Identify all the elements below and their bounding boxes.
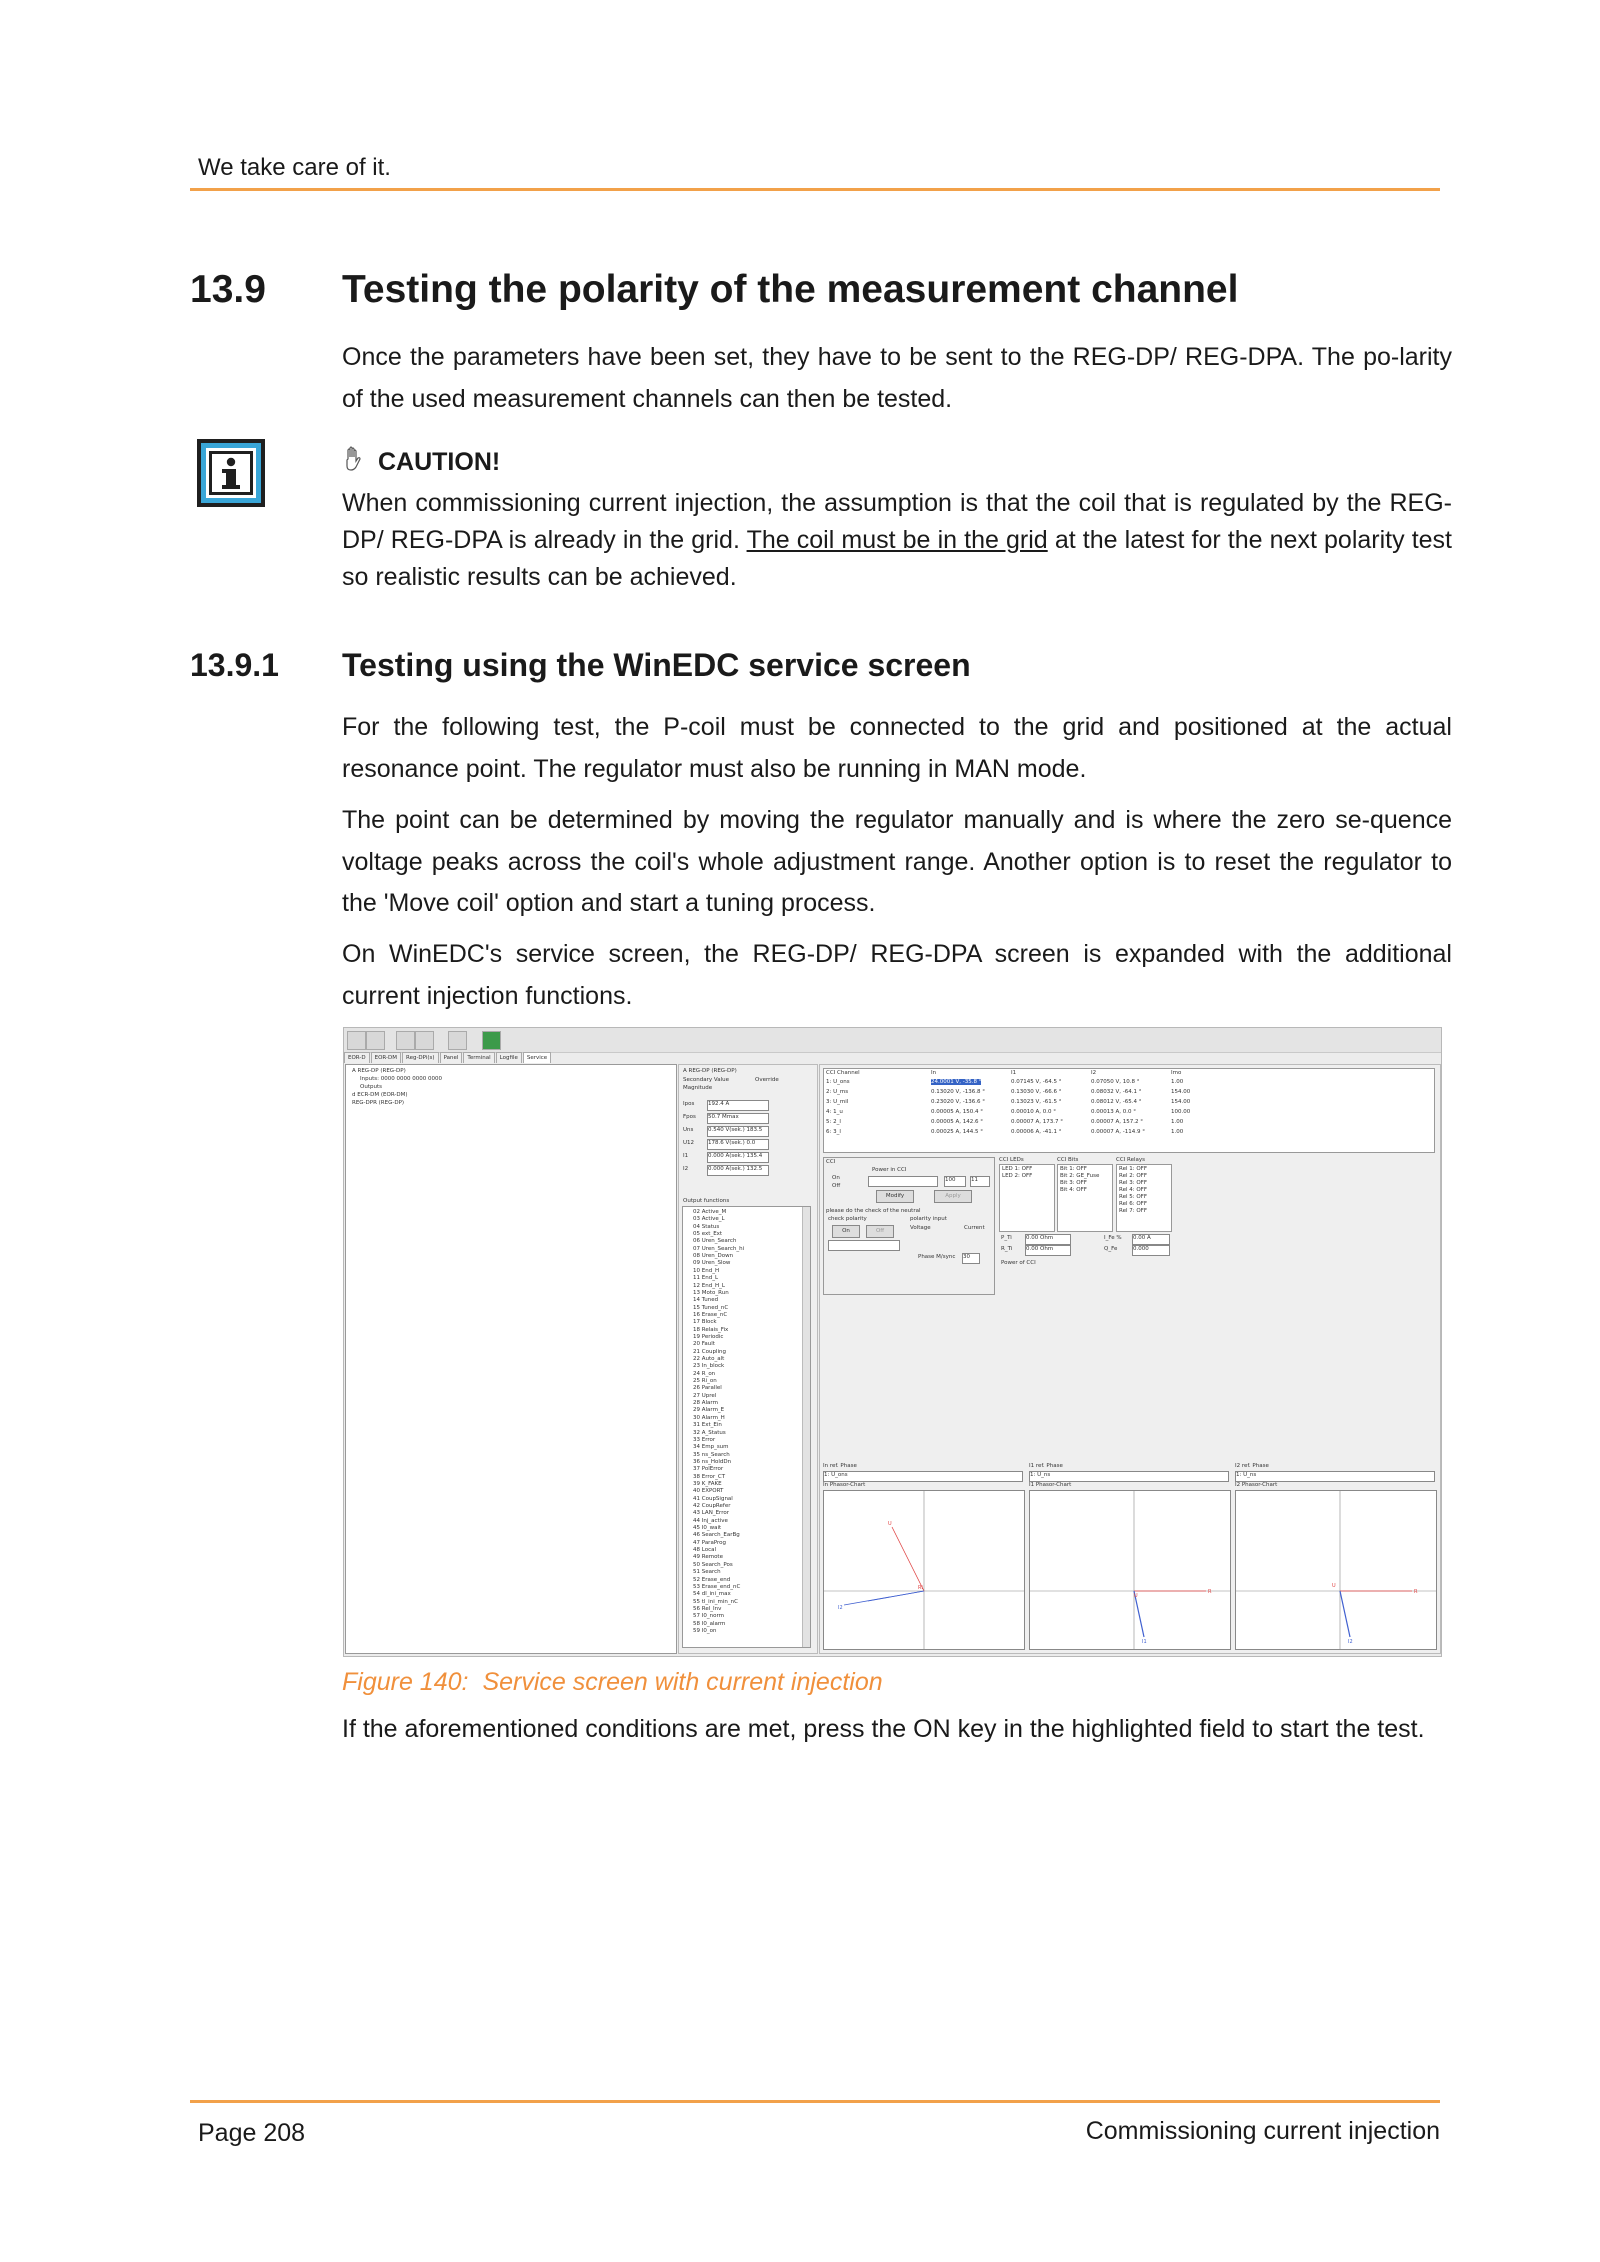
table-cell: 3: U_mil — [826, 1099, 849, 1105]
voltage-label: Voltage — [910, 1225, 931, 1231]
table-cell: 1: U_ons — [826, 1079, 850, 1085]
output-function-item[interactable]: 16 Erase_nC — [693, 1311, 728, 1318]
tree-item[interactable]: A REG-DP (REG-DP) — [352, 1068, 406, 1074]
phasor-i1-chart-label: I1 Phasor-Chart — [1029, 1482, 1072, 1488]
table-cell: 24.0001 V, -35.8 ° — [931, 1079, 982, 1085]
paragraph-3: On WinEDC's service screen, the REG-DP/ REG-DPA screen is expanded with the additional current injection functions. — [342, 940, 1452, 1010]
subsection-number: 13.9.1 — [190, 647, 279, 683]
output-function-item[interactable]: 29 Alarm_E — [693, 1407, 725, 1414]
output-function-item[interactable]: 05 ext_Ext — [693, 1231, 723, 1238]
svg-text:R: R — [1414, 1589, 1418, 1595]
caution-text-part2: at the latest for the next polarity test so realistic results can be achieved. — [342, 526, 1453, 591]
field-label: Ipos — [683, 1101, 695, 1107]
polarity-result-field — [828, 1240, 900, 1251]
check-override[interactable]: Override — [755, 1077, 779, 1083]
output-function-item[interactable]: 45 I0_wait — [693, 1525, 722, 1532]
table-cell: 6: 3_l — [826, 1129, 841, 1135]
qfe-value: 0.000 — [1132, 1245, 1170, 1256]
output-function-item[interactable]: 57 I0_norm — [693, 1613, 724, 1620]
table-cell: 2: U_ms — [826, 1089, 849, 1095]
phasor-i1-ref-select[interactable]: 1: U_ns — [1029, 1471, 1229, 1482]
table-cell: 0.23020 V, -136.6 ° — [931, 1099, 985, 1105]
svg-text:I2: I2 — [838, 1605, 843, 1611]
output-function-item[interactable]: 32 A_Status — [693, 1429, 726, 1436]
current-label: Current — [964, 1225, 985, 1231]
relay-item: Rel 7: OFF — [1119, 1208, 1147, 1214]
phasor-i2-ref-label: I2 ref. Phase — [1235, 1463, 1269, 1469]
output-function-item[interactable]: 33 Error — [693, 1436, 716, 1443]
table-cell: 100.00 — [1171, 1109, 1191, 1115]
svg-text:I2: I2 — [1348, 1639, 1353, 1645]
led-item: LED 1: OFF — [1002, 1166, 1033, 1172]
output-function-item[interactable]: 44 Inj_active — [693, 1517, 728, 1524]
output-function-item[interactable]: 35 ns_Search — [693, 1451, 730, 1458]
output-function-item[interactable]: 54 dl_ini_max — [693, 1591, 731, 1598]
bit-item: Bit 4: OFF — [1060, 1187, 1087, 1193]
subsection-heading — [190, 647, 971, 684]
table-cell: 0.13020 V, -136.8 ° — [931, 1089, 985, 1095]
svg-text:U: U — [1332, 1583, 1336, 1589]
exit-icon[interactable] — [482, 1031, 501, 1050]
rti-label: R_Ti — [1001, 1246, 1013, 1252]
field-value: 192.4 A — [707, 1100, 769, 1111]
apply-button[interactable]: Apply — [934, 1190, 972, 1203]
output-function-item[interactable]: 24 R_on — [693, 1370, 716, 1377]
field-value: 178.6 V(sek.) 0.0 — [707, 1139, 769, 1150]
figure-label: Figure 140: — [342, 1668, 469, 1696]
relay-item: Rel 1: OFF — [1119, 1166, 1147, 1172]
table-cell: 0.00010 A, 0.0 ° — [1011, 1109, 1056, 1115]
check-magnitude[interactable]: Magnitude — [683, 1085, 713, 1091]
field-label: I2 — [683, 1166, 689, 1172]
table-header: I1 — [1011, 1070, 1017, 1076]
table-cell: 0.00007 A, 157.2 ° — [1091, 1119, 1143, 1125]
tab-logfile[interactable]: Logfile — [496, 1052, 522, 1063]
output-function-item[interactable]: 03 Active_L — [693, 1216, 725, 1223]
output-function-item[interactable]: 52 Erase_end — [693, 1576, 731, 1583]
output-function-item[interactable]: 55 tl_ini_min_nC — [693, 1598, 738, 1605]
output-function-item[interactable]: 49 Remote — [693, 1554, 723, 1561]
table-cell: 0.08012 V, -65.4 ° — [1091, 1099, 1142, 1105]
cci-channel-table — [823, 1068, 1435, 1153]
output-function-item[interactable]: 37 PolError — [693, 1466, 724, 1473]
output-function-item[interactable]: 38 Error_CT — [693, 1473, 726, 1480]
table-header: Imo — [1171, 1070, 1182, 1076]
tree-item[interactable]: REG-DPR (REG-DP) — [352, 1100, 405, 1106]
table-cell: 0.00006 A, -41.1 ° — [1011, 1129, 1062, 1135]
check-secondary[interactable]: Secondary Value — [683, 1077, 729, 1083]
polarity-input-label: polarity input — [910, 1216, 947, 1222]
table-cell: 4: 1_u — [826, 1109, 843, 1115]
section-title: Testing the polarity of the measurement channel — [342, 268, 1239, 311]
cci-control-box — [823, 1157, 995, 1295]
output-function-item[interactable]: 31 Ext_Ein — [693, 1422, 722, 1429]
table-cell: 0.07145 V, -64.5 ° — [1011, 1079, 1062, 1085]
output-function-item[interactable]: 21 Coupling — [693, 1348, 726, 1355]
save-icon[interactable] — [366, 1031, 385, 1050]
footer-rule — [190, 2100, 1440, 2103]
output-function-item[interactable]: 04 Status — [693, 1223, 720, 1230]
table-cell: 0.13023 V, -61.5 ° — [1011, 1099, 1062, 1105]
phasor-i1-ref-label: I1 ref. Phase — [1029, 1463, 1063, 1469]
cci-leds-title: CCI LEDs — [999, 1157, 1024, 1163]
field-label: Uns — [683, 1127, 694, 1133]
table-cell: 0.08032 V, -64.1 ° — [1091, 1089, 1142, 1095]
phasor-chart-in — [823, 1490, 1025, 1650]
info-icon — [195, 437, 265, 507]
field-label: I1 — [683, 1153, 689, 1159]
svg-text:U: U — [1134, 1593, 1138, 1599]
table-cell: 0.00013 A, 0.0 ° — [1091, 1109, 1136, 1115]
cci-leds-list — [999, 1164, 1055, 1232]
closing-paragraph: If the aforementioned conditions are met, press the ON key in the highlighted field to start the test. — [342, 1715, 1425, 1743]
output-function-item[interactable]: 34 Emp_sum — [693, 1444, 729, 1451]
toolbar — [344, 1028, 1441, 1053]
qfe-label: Q_Fe — [1104, 1246, 1118, 1252]
svg-text:R: R — [1208, 1589, 1212, 1595]
phasor-in-chart-label: In Phasor-Chart — [823, 1482, 866, 1488]
relay-item: Rel 4: OFF — [1119, 1187, 1147, 1193]
table-cell: 0.07050 V, 10.8 ° — [1091, 1079, 1140, 1085]
phasor-chart-i1 — [1029, 1490, 1231, 1650]
power-value-2[interactable]: 11 — [970, 1176, 990, 1187]
output-functions-list[interactable] — [682, 1206, 811, 1648]
field-value: 0.540 V(sek.) 183.5 — [707, 1126, 769, 1137]
field-label: U12 — [683, 1140, 695, 1146]
output-functions-title: Output functions — [683, 1198, 730, 1204]
intro-paragraph: Once the parameters have been set, they have to be sent to the REG-DP/ REG-DPA. The po-larity of the used measurement channels can then be tested. — [342, 343, 1452, 413]
current-injection-pane — [819, 1064, 1441, 1654]
tree-item[interactable]: Inputs: 0000 0000 0000 0000 — [360, 1076, 442, 1082]
mid-title: A REG-DP (REG-DP) — [683, 1068, 737, 1074]
output-function-item[interactable]: 20 Fault — [693, 1341, 715, 1348]
cci-bits-title: CCI Bits — [1057, 1157, 1079, 1163]
output-function-item[interactable]: 58 I0_alarm — [693, 1620, 726, 1627]
section-heading — [190, 268, 1238, 312]
table-cell: 1.00 — [1171, 1119, 1184, 1125]
polarity-on-button[interactable]: On — [832, 1225, 860, 1238]
cci-relays-title: CCI Relays — [1116, 1157, 1146, 1163]
service-screen-screenshot — [343, 1027, 1442, 1657]
output-function-item[interactable]: 09 Uren_Slow — [693, 1260, 731, 1267]
send-icon[interactable] — [396, 1031, 415, 1050]
phase-value[interactable]: 30 — [962, 1253, 980, 1264]
output-function-item[interactable]: 08 Uren_Down — [693, 1253, 734, 1260]
table-cell: 0.00005 A, 142.6 ° — [931, 1119, 983, 1125]
device-tree[interactable] — [345, 1064, 677, 1654]
device-values-pane — [678, 1064, 818, 1654]
tab-reg-dps[interactable]: Reg-DPi(s) — [402, 1052, 439, 1063]
caution-label: CAUTION! — [378, 448, 501, 476]
phasor-i2-chart-label: I2 Phasor-Chart — [1235, 1482, 1278, 1488]
phasor-in-ref-label: In ref. Phase — [823, 1463, 857, 1469]
table-cell: 154.00 — [1171, 1099, 1191, 1105]
tab-eor-d[interactable]: EOR-D — [344, 1052, 370, 1063]
cci-title: CCI — [826, 1159, 836, 1165]
ife-label: I_Fe % — [1104, 1235, 1122, 1241]
output-function-item[interactable]: 51 Search — [693, 1569, 721, 1576]
bit-item: Bit 2: GE_Fuse — [1060, 1173, 1100, 1179]
polarity-off-button[interactable]: Off — [866, 1225, 894, 1238]
bit-item: Bit 3: OFF — [1060, 1180, 1087, 1186]
table-header: I2 — [1091, 1070, 1097, 1076]
table-cell: 0.13030 V, -66.6 ° — [1011, 1089, 1062, 1095]
radio-on[interactable]: On — [832, 1175, 840, 1181]
table-cell: 1.00 — [1171, 1129, 1184, 1135]
bit-item: Bit 1: OFF — [1060, 1166, 1087, 1172]
tree-item[interactable]: Outputs — [360, 1084, 382, 1090]
print-icon[interactable] — [448, 1031, 467, 1050]
output-function-item[interactable]: 48 Local — [693, 1547, 717, 1554]
power-slider[interactable] — [868, 1176, 938, 1187]
field-value: 0.000 A(sek.) 132.5 — [707, 1165, 769, 1176]
output-function-item[interactable]: 42 CoupRefer — [693, 1503, 731, 1509]
output-function-item[interactable]: 17 Block — [693, 1319, 717, 1326]
field-value: 50.7 Mmax — [707, 1113, 769, 1124]
relay-item: Rel 5: OFF — [1119, 1194, 1147, 1200]
output-function-item[interactable]: 30 Alarm_H — [693, 1414, 725, 1421]
output-function-item[interactable]: 12 End_H_L — [693, 1282, 725, 1289]
table-header: CCI Channel — [826, 1070, 860, 1076]
output-function-item[interactable]: 06 Uren_Search — [693, 1238, 737, 1245]
field-value: 0.000 A(sek.) 135.4 — [707, 1152, 769, 1163]
cci-bits-list — [1057, 1164, 1113, 1232]
phasor-chart-i2 — [1235, 1490, 1437, 1650]
table-cell: 0.00005 A, 150.4 ° — [931, 1109, 983, 1115]
paragraph-1: For the following test, the P-coil must be connected to the grid and positioned at the actual resonance point. The regulator must also be running in MAN mode. — [342, 713, 1452, 783]
rti-value: 0.00 Ohm — [1025, 1245, 1071, 1256]
tab-eor-dm[interactable]: EOR-DM — [371, 1052, 401, 1063]
tree-item[interactable]: d ECR-DM (EOR-DM) — [352, 1092, 408, 1098]
power-of-cci-label: Power of CCI — [1001, 1260, 1036, 1266]
power-label: Power in CCI — [872, 1167, 907, 1173]
output-function-item[interactable]: 22 Auto_alt — [693, 1356, 725, 1362]
caution-text — [342, 485, 1452, 596]
modify-button[interactable]: Modify — [876, 1190, 914, 1203]
output-function-item[interactable]: 27 Uprel — [693, 1392, 717, 1399]
output-function-item[interactable]: 56 Rel_Inv — [693, 1605, 722, 1612]
receive-icon[interactable] — [415, 1031, 434, 1050]
relay-item: Rel 2: OFF — [1119, 1173, 1147, 1179]
open-icon[interactable] — [347, 1031, 366, 1050]
output-function-item[interactable]: 46 Search_EarBg — [693, 1532, 740, 1539]
svg-text:Ri: Ri — [918, 1585, 923, 1591]
cci-relays-list — [1116, 1164, 1172, 1232]
relay-item: Rel 6: OFF — [1119, 1201, 1147, 1207]
running-header: We take care of it. — [198, 154, 391, 181]
check-polarity-label: check polarity — [828, 1216, 867, 1222]
tab-panel[interactable]: Panel — [440, 1052, 463, 1063]
output-list-scrollbar[interactable] — [802, 1207, 810, 1647]
caution-underlined: The coil must be in the grid — [746, 526, 1048, 554]
output-function-item[interactable]: 41 CoupSignal — [693, 1495, 733, 1502]
output-function-item[interactable]: 07 Uren_Search_hi — [693, 1245, 745, 1252]
output-function-item[interactable]: 26 Parallel — [693, 1385, 722, 1392]
table-cell: 5: 2_l — [826, 1119, 841, 1125]
power-value-1[interactable]: 100 — [944, 1176, 966, 1187]
output-function-item[interactable]: 36 ns_HoldDn — [693, 1458, 732, 1465]
output-function-item[interactable]: 23 In_block — [693, 1363, 725, 1370]
pti-label: P_Ti — [1001, 1235, 1012, 1241]
caution-heading — [342, 446, 500, 479]
output-function-item[interactable]: 10 End_H — [693, 1267, 720, 1274]
phase-label: Phase M/sync — [918, 1254, 956, 1260]
output-function-item[interactable]: 18 Relais_Fix — [693, 1326, 729, 1333]
led-item: LED 2: OFF — [1002, 1173, 1033, 1179]
relay-item: Rel 3: OFF — [1119, 1180, 1147, 1186]
output-function-item[interactable]: 02 Active_M — [693, 1209, 727, 1215]
table-cell: 0.00007 A, 173.7 ° — [1011, 1119, 1063, 1125]
tab-terminal[interactable]: Terminal — [463, 1052, 494, 1063]
check-neutral-label: please do the check of the neutral — [826, 1208, 921, 1214]
output-function-item[interactable]: 13 Moto_Run — [693, 1289, 729, 1296]
svg-text:U: U — [888, 1521, 892, 1527]
figure-caption — [342, 1668, 883, 1697]
output-function-item[interactable]: 50 Search_Pos — [693, 1561, 733, 1568]
table-header: In — [931, 1070, 937, 1076]
caution-text-part1: When commissioning current injection, the assumption is that the coil that is regulated by the REG-DP/ REG-DPA is already in the grid. — [342, 489, 1452, 554]
phasor-in-ref-select[interactable]: 1: U_ons — [823, 1471, 1023, 1482]
output-function-item[interactable]: 11 End_L — [693, 1275, 719, 1282]
header-rule — [190, 188, 1440, 191]
page-number: Page 208 — [198, 2119, 306, 2147]
tab-bar — [344, 1052, 552, 1063]
footer-chapter: Commissioning current injection — [1085, 2117, 1440, 2145]
output-function-item[interactable]: 59 I0_on — [693, 1627, 717, 1634]
svg-text:I1: I1 — [1142, 1639, 1147, 1645]
table-cell: 154.00 — [1171, 1089, 1191, 1095]
output-function-item[interactable]: 28 Alarm — [693, 1400, 718, 1407]
radio-off[interactable]: Off — [832, 1183, 841, 1189]
output-function-item[interactable]: 19 Periodic — [693, 1333, 724, 1340]
section-number: 13.9 — [190, 268, 266, 311]
output-function-item[interactable]: 39 K_FAKE — [693, 1480, 722, 1487]
table-cell: 0.00025 A, 144.5 ° — [931, 1129, 983, 1135]
pti-value: 0.00 Ohm — [1025, 1234, 1071, 1245]
table-cell: 1.00 — [1171, 1079, 1184, 1085]
tab-service[interactable]: Service — [523, 1052, 551, 1063]
output-function-item[interactable]: 15 Tuned_nC — [693, 1304, 729, 1311]
output-function-item[interactable]: 43 LAN_Error — [693, 1510, 729, 1517]
phasor-i2-ref-select[interactable]: 1: U_ns — [1235, 1471, 1435, 1482]
output-function-item[interactable]: 53 Erase_end_nC — [693, 1583, 741, 1590]
ife-value: 0.00 A — [1132, 1234, 1170, 1245]
output-function-item[interactable]: 47 ParaProg — [693, 1539, 727, 1546]
field-label: Fpos — [683, 1114, 696, 1120]
paragraph-2: The point can be determined by moving the regulator manually and is where the zero se-quence voltage peaks across the coil's whole adjustment range. Another option is to reset the regulator to the 'Move coil' option and start a tuning process. — [342, 806, 1452, 917]
table-cell: 0.00007 A, -114.9 ° — [1091, 1129, 1145, 1135]
output-function-item[interactable]: 40 EXPORT — [693, 1488, 724, 1495]
subsection-title: Testing using the WinEDC service screen — [342, 647, 971, 683]
figure-caption-text: Service screen with current injection — [482, 1668, 883, 1696]
output-function-item[interactable]: 14 Tuned — [693, 1297, 719, 1304]
hand-icon — [342, 446, 364, 479]
output-function-item[interactable]: 25 Ri_on — [693, 1378, 717, 1385]
